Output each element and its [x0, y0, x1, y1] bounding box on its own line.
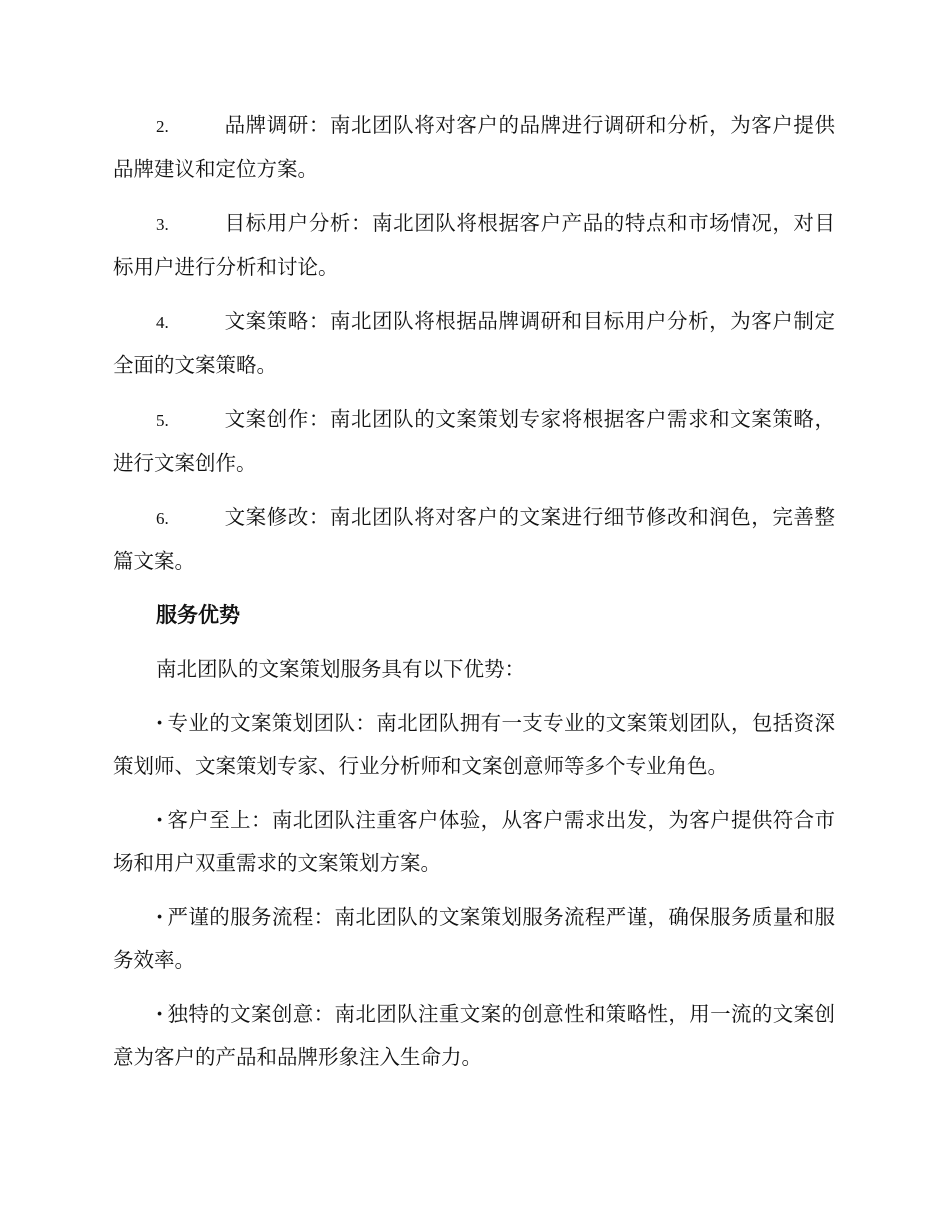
list-number: 3. — [156, 215, 169, 234]
bullet-text: 严谨的服务流程：南北团队的文案策划服务流程严谨，确保服务质量和服务效率。 — [113, 905, 835, 972]
bullet-text: 客户至上：南北团队注重客户体验，从客户需求出发，为客户提供符合市场和用户双重需求的文案策划方案。 — [113, 808, 835, 875]
list-item-step-5 — [113, 398, 835, 485]
list-item-step-2 — [113, 104, 835, 191]
bullet-item — [113, 702, 835, 788]
list-item-text: 文案修改：南北团队将对客户的文案进行细节修改和润色，完善整篇文案。 — [113, 505, 835, 573]
bullet-icon: · — [156, 808, 164, 832]
bullet-icon: · — [156, 711, 164, 735]
list-number: 4. — [156, 313, 169, 332]
bullet-item — [113, 896, 835, 982]
bullet-icon: · — [156, 1002, 164, 1026]
list-item-text: 品牌调研：南北团队将对客户的品牌进行调研和分析，为客户提供品牌建议和定位方案。 — [113, 113, 835, 181]
bullet-text: 专业的文案策划团队：南北团队拥有一支专业的文案策划团队，包括资深策划师、文案策划专家、行业分析师和文案创意师等多个专业角色。 — [113, 711, 835, 778]
list-item-step-3 — [113, 202, 835, 289]
bullet-item — [113, 799, 835, 885]
list-number: 2. — [156, 117, 169, 136]
list-item-step-6 — [113, 496, 835, 583]
list-item-text: 目标用户分析：南北团队将根据客户产品的特点和市场情况，对目标用户进行分析和讨论。 — [113, 211, 835, 279]
bullet-icon: · — [156, 905, 164, 929]
list-number: 6. — [156, 509, 169, 528]
list-item-step-4 — [113, 300, 835, 387]
list-number: 5. — [156, 411, 169, 430]
list-item-text: 文案策略：南北团队将根据品牌调研和目标用户分析，为客户制定全面的文案策略。 — [113, 309, 835, 377]
section-intro: 南北团队的文案策划服务具有以下优势： — [156, 657, 525, 681]
document-body — [113, 104, 835, 1090]
section-heading: 服务优势 — [156, 603, 240, 627]
bullet-item — [113, 993, 835, 1079]
list-item-text: 文案创作：南北团队的文案策划专家将根据客户需求和文案策略，进行文案创作。 — [113, 407, 835, 475]
bullet-text: 独特的文案创意：南北团队注重文案的创意性和策略性，用一流的文案创意为客户的产品和品牌形象注入生命力。 — [113, 1002, 835, 1069]
